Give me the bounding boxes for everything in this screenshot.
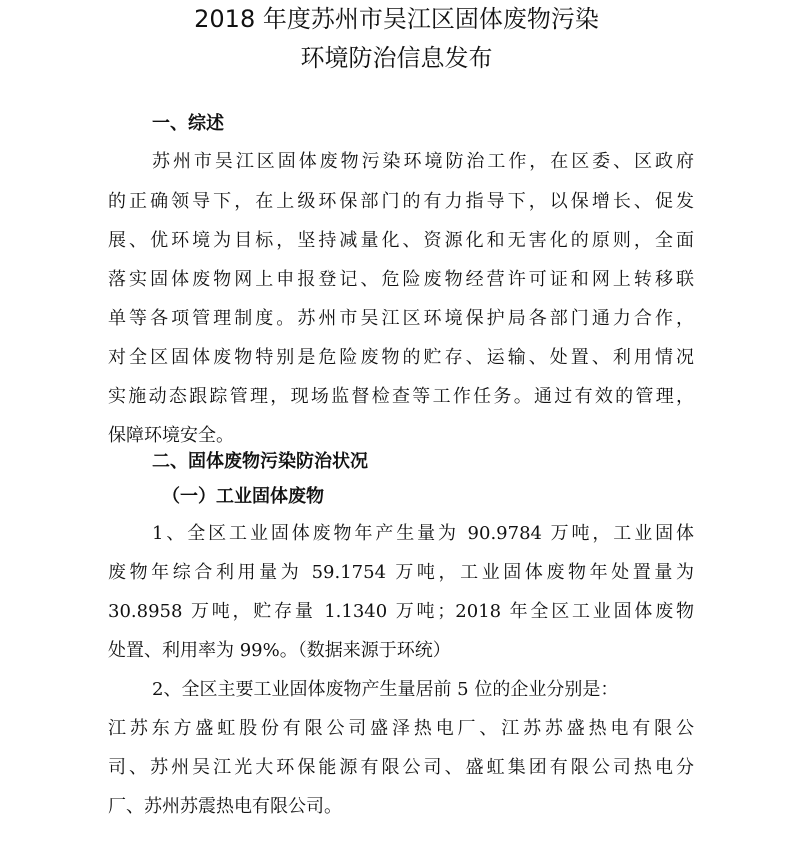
paragraph-line: 实施动态跟踪管理，现场监督检查等工作任务。通过有效的管理， [108,386,694,407]
paragraph-line: 司、苏州吴江光大环保能源有限公司、盛虹集团有限公司热电分 [108,757,694,778]
paragraph-line: 保障环境安全。 [108,425,234,446]
subsection-heading-industrial-waste: （一）工业固体废物 [162,486,324,507]
paragraph-line: 1、全区工业固体废物年产生量为 90.9784 万吨，工业固体 [152,523,694,544]
paragraph-line: 废物年综合利用量为 59.1754 万吨，工业固体废物年处置量为 [108,562,694,583]
paragraph-line: 苏州市吴江区固体废物污染环境防治工作，在区委、区政府 [152,151,694,172]
paragraph-line: 处置、利用率为 99%。（数据来源于环统） [108,640,451,661]
paragraph-line: 落实固体废物网上申报登记、危险废物经营许可证和网上转移联 [108,269,694,290]
section-heading-pollution-status: 二、固体废物污染防治状况 [152,451,368,472]
document-title-line-1: 2018 年度苏州市吴江区固体废物污染 [194,5,599,33]
paragraph-line: 展、优环境为目标，坚持减量化、资源化和无害化的原则，全面 [108,230,694,251]
section-heading-overview: 一、综述 [152,113,224,134]
document-title-line-2: 环境防治信息发布 [300,44,493,72]
paragraph-line: 30.8958 万吨，贮存量 1.1340 万吨；2018 年全区工业固体废物 [108,601,694,622]
paragraph-line: 江苏东方盛虹股份有限公司盛泽热电厂、江苏苏盛热电有限公 [108,718,694,739]
paragraph-line: 对全区固体废物特别是危险废物的贮存、运输、处置、利用情况 [108,347,694,368]
paragraph-line: 单等各项管理制度。苏州市吴江区环境保护局各部门通力合作， [108,308,694,329]
paragraph-line: 厂、苏州苏震热电有限公司。 [108,796,342,817]
paragraph-line: 2、全区主要工业固体废物产生量居前 5 位的企业分别是： [152,679,619,700]
paragraph-line: 的正确领导下，在上级环保部门的有力指导下，以保增长、促发 [108,191,694,212]
